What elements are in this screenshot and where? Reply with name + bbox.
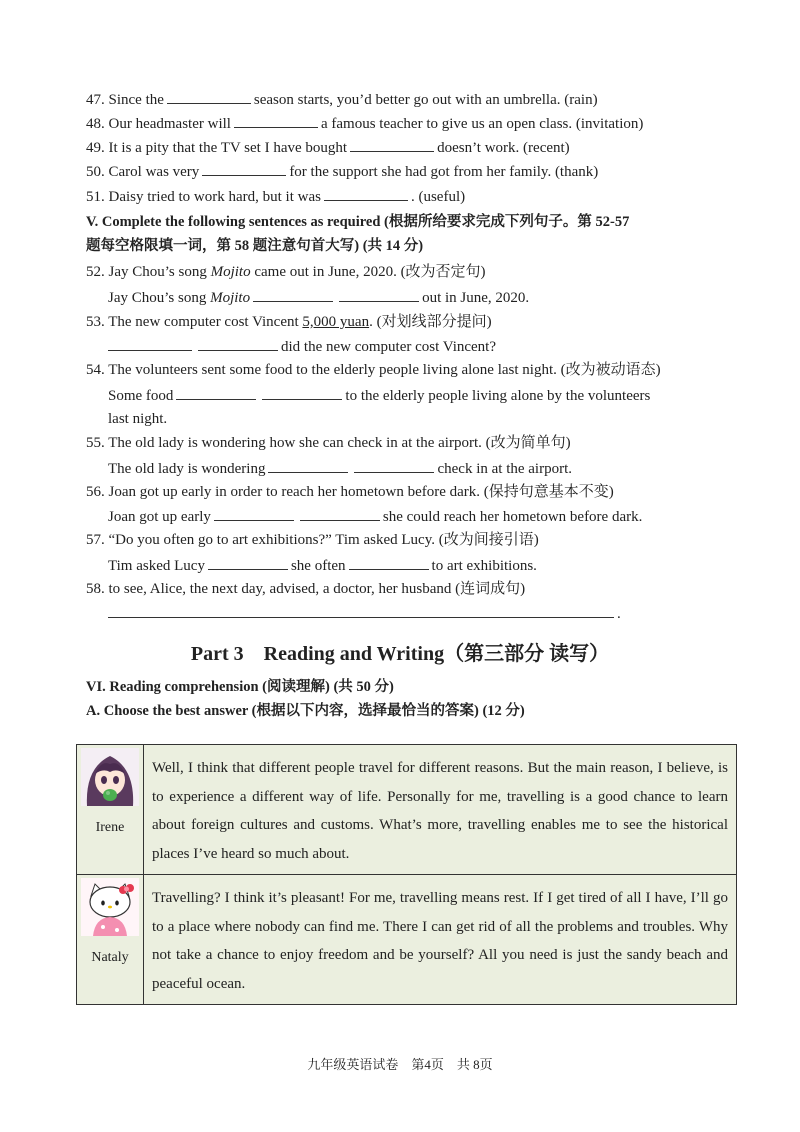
speaker-name: Nataly — [91, 950, 129, 965]
question-57: 57. “Do you often go to art exhibitions?” Tim asked Lucy. (改为间接引语) — [86, 532, 539, 548]
speaker-row-nataly — [77, 875, 737, 1005]
answer-blank[interactable] — [354, 458, 434, 473]
question-55: 55. The old lady is wondering how she can check in at the airport. (改为简单句) — [86, 435, 571, 451]
question-53: 53. The new computer cost Vincent 5,000 yuan. (对划线部分提问) — [86, 314, 492, 330]
answer-56: Joan got up early she could reach her hometown before dark. — [108, 506, 740, 527]
speaker-name: Irene — [95, 820, 125, 835]
speaker-row-irene — [77, 745, 737, 875]
answer-54: Some food to the elderly people living alone by the volunteers — [108, 385, 740, 406]
answer-blank[interactable] — [167, 89, 251, 104]
answer-blank[interactable] — [253, 287, 333, 302]
question-48: 48. Our headmaster will a famous teacher to give us an open class. (invitation) — [86, 113, 740, 134]
question-54: 54. The volunteers sent some food to the elderly people living alone last night. (改为被动语态) — [86, 362, 661, 378]
answer-53: did the new computer cost Vincent? — [108, 336, 740, 357]
question-47: 47. Since the season starts, you’d better go out with an umbrella. (rain) — [86, 89, 740, 110]
answer-55: The old lady is wondering check in at the airport. — [108, 458, 740, 479]
answer-blank[interactable] — [176, 385, 256, 400]
answer-52: Jay Chou’s song Mojito out in June, 2020. — [108, 287, 740, 308]
answer-blank[interactable] — [208, 555, 288, 570]
reading-table — [76, 744, 737, 1005]
answer-line[interactable] — [108, 603, 614, 618]
answer-58: . — [108, 603, 740, 624]
answer-blank[interactable] — [300, 506, 380, 521]
speaker-text: Well, I think that different people travel for different reasons. But the main reason, I believe, is to experience a different way of life. Personally for me, travelling is a good chance to learn about foreign cultures and customs. What’s more, travelling enables me to see the historical places I’ve heard so much about. — [144, 745, 737, 875]
question-58: 58. to see, Alice, the next day, advised, a doctor, her husband (连词成句) — [86, 581, 526, 597]
speaker-text: Travelling? I think it’s pleasant! For me, travelling means rest. If I get tired of all I have, I’ll go to a place where nobody can find me. There I can get rid of all the problems and troubles. Why not take a chance to enjoy freedom and be yourself? All you need is just the sandy beach and peaceful ocean. — [144, 875, 737, 1005]
hello-kitty-avatar-icon — [81, 878, 139, 936]
section-6-heading: VI. Reading comprehension (阅读理解) (共 50 分) — [86, 679, 394, 695]
question-50: 50. Carol was very for the support she had got from her family. (thank) — [86, 161, 740, 182]
question-56: 56. Joan got up early in order to reach her hometown before dark. (保持句意基本不变) — [86, 484, 614, 500]
answer-blank[interactable] — [339, 287, 419, 302]
answer-blank[interactable] — [262, 385, 342, 400]
answer-blank[interactable] — [202, 161, 286, 176]
answer-57: Tim asked Lucy she often to art exhibitions. — [108, 555, 740, 576]
answer-blank[interactable] — [349, 555, 429, 570]
answer-54-cont: last night. — [108, 411, 168, 427]
anime-girl-avatar-icon — [81, 748, 139, 806]
speaker-cell — [77, 745, 144, 875]
section-5-heading: V. Complete the following sentences as required (根据所给要求完成下列句子。第 52-57 — [86, 214, 630, 230]
question-49: 49. It is a pity that the TV set I have bought doesn’t work. (recent) — [86, 137, 740, 158]
section-a-heading: A. Choose the best answer (根据以下内容，选择最恰当的答案) (12 分) — [86, 703, 525, 719]
answer-blank[interactable] — [268, 458, 348, 473]
answer-blank[interactable] — [350, 137, 434, 152]
answer-blank[interactable] — [234, 113, 318, 128]
part-3-title: Part 3 Reading and Writing（第三部分 读写） — [190, 643, 610, 665]
answer-blank[interactable] — [198, 336, 278, 351]
answer-blank[interactable] — [108, 336, 192, 351]
speaker-cell — [77, 875, 144, 1005]
section-5-heading-cont: 题每空格限填一词，第 58 题注意句首大写) (共 14 分) — [86, 238, 424, 254]
question-51: 51. Daisy tried to work hard, but it was . (useful) — [86, 186, 740, 207]
page-footer: 九年级英语试卷 第4页 共 8页 — [307, 1057, 493, 1072]
question-52: 52. Jay Chou’s song Mojito came out in June, 2020. (改为否定句) — [86, 264, 486, 280]
answer-blank[interactable] — [324, 186, 408, 201]
answer-blank[interactable] — [214, 506, 294, 521]
